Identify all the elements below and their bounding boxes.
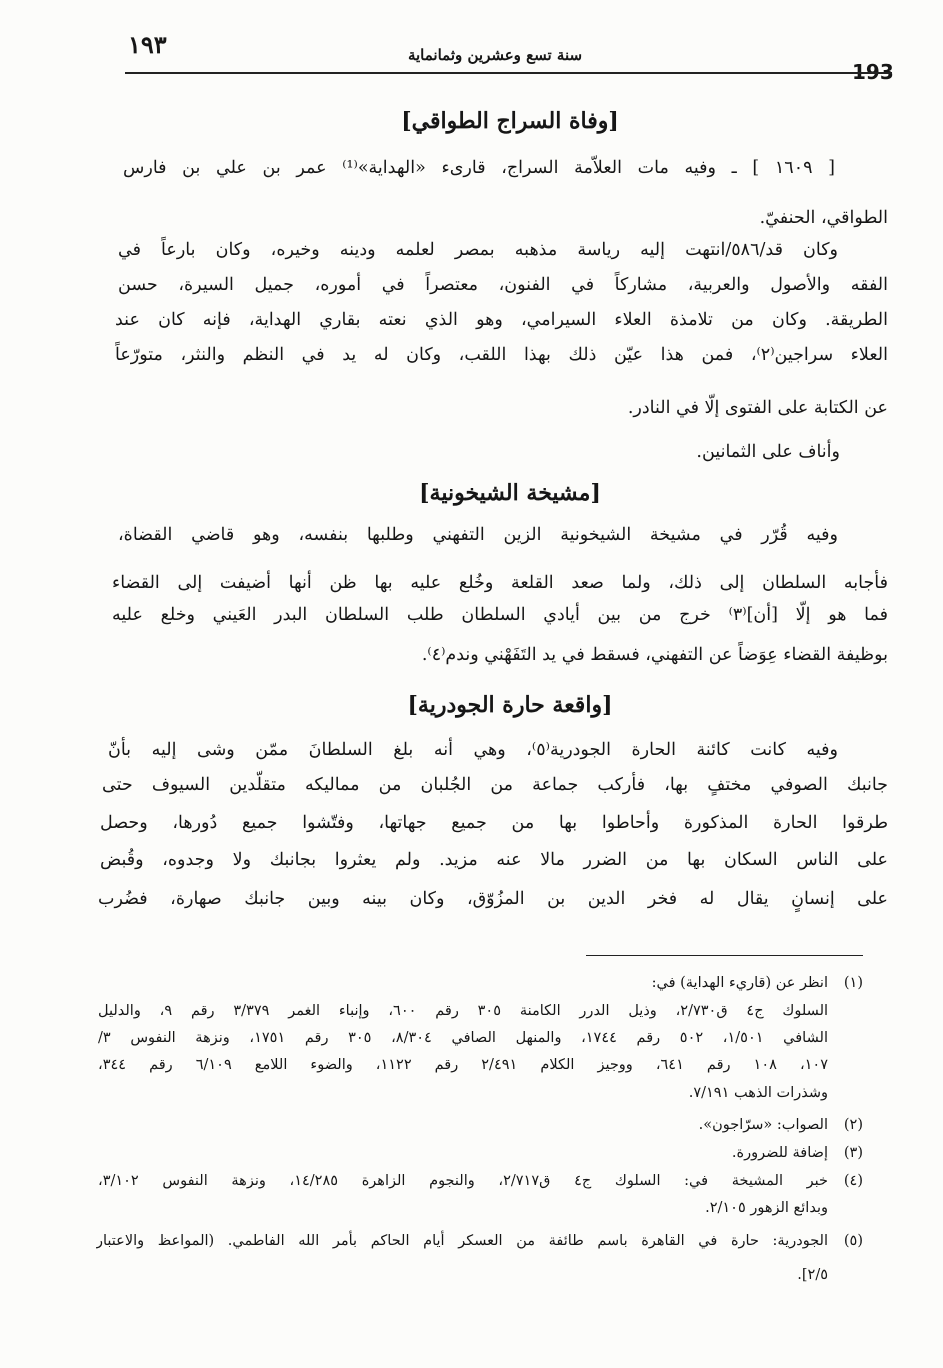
body-line: وأناف على الثمانين. bbox=[696, 442, 840, 462]
footnote-line: ٢/٥]. bbox=[797, 1267, 828, 1283]
body-line: فما هو إلّا [أن]⁽٣⁾ خرج من بين أيادي السلطان طلب السلطان البدر العَيني وخلع عليه bbox=[112, 605, 888, 625]
body-line: على الناس السكان بها من الضرر مالا عنه مزيد. ولم يعثروا بجانبك ولا وجدوه، وقُبض bbox=[100, 850, 888, 870]
header-rule bbox=[125, 72, 892, 74]
footnote-line: وبدائع الزهور ٢/١٠٥. bbox=[705, 1200, 828, 1216]
footnote-line: السلوك ج٤ ق٢/٧٣٠، وذيل الدرر الكامنة ٣٠٥ رقم ٦٠٠، وإنباء الغمر ٣/٣٧٩ رقم ٩، والدليل bbox=[98, 1003, 828, 1019]
body-line: الطريقة. وكان من تلامذة العلاء السيرامي، وهو الذي نعته بقاري الهداية، فإنه كان عند bbox=[115, 310, 888, 330]
body-line: وفيه كانت كائنة الحارة الجودرية⁽٥⁾، وهي أنه بلغ السلطانَ ممّن وشى إليه بأنّ bbox=[108, 740, 838, 760]
section-title-siraj: [وفاة السراج الطواقي] bbox=[401, 108, 619, 134]
body-line: جانبك الصوفي مختفٍ بها، فأركب جماعة من الجُلبان من مماليكه متقلّدين السيوف حتى bbox=[102, 775, 888, 795]
body-line: على إنسانٍ يقال له فخر الدين بن المزُوّق، وكان بينه وبين جانبك صهارة، فضُرب bbox=[98, 889, 888, 909]
footnote-line: الصواب: «سرّاجون». bbox=[698, 1117, 828, 1133]
body-line: [ ١٦٠٩ ] ـ وفيه مات العلاّمة السراج، قارىء «الهداية»⁽¹⁾ عمر بن علي بن فارس bbox=[123, 158, 835, 178]
footnote-line: وشذرات الذهب ٧/١٩١. bbox=[688, 1085, 828, 1101]
footnote-line: ١٠٧، ١٠٨ رقم ٦٤١، ووجيز الكلام ٢/٤٩١ رقم ١١٢٢، والضوء اللامع ٦/١٠٩ رقم ٣٤٤، bbox=[98, 1057, 828, 1073]
body-line: بوظيفة القضاء عِوَضاً عن التفهني، فسقط في يد التَفَهْني وندم⁽٤⁾. bbox=[421, 645, 888, 665]
footnote-number: (٢) bbox=[843, 1117, 863, 1133]
footnote-number: (٣) bbox=[843, 1145, 863, 1161]
body-line: فأجابه السلطان إلى ذلك، ولما صعد القلعة وخُلع عليه بها ظن أنها أضيفت إلى القضاء bbox=[112, 573, 888, 593]
running-header: سنة تسع وعشرين وثمانماية bbox=[407, 46, 583, 64]
body-line: الطواقي، الحنفيّ. bbox=[759, 208, 888, 228]
footnote-rule bbox=[586, 955, 863, 956]
body-line: وكان قد/٥٨٦/انتهت إليه رياسة مذهبه بمصر لعلمه ودينه وخيره، وكان بارعاً في bbox=[118, 240, 838, 260]
footnote-line: إضافة للضرورة. bbox=[731, 1145, 828, 1161]
section-title-jawdariyya: [واقعة حارة الجودرية] bbox=[407, 692, 613, 718]
footnote-line: الشافي ١/٥٠١، ٥٠٢ رقم ١٧٤٤، والمنهل الصافي ٨/٣٠٤، ٣٠٥ رقم ١٧٥١، ونزهة النفوس ٣/ bbox=[98, 1030, 828, 1046]
footnote-line: انظر عن (قاريء الهداية) في: bbox=[651, 975, 828, 991]
footnote-line: الجودرية: حارة في القاهرة باسم طائفة من العسكر أيام الحاكم بأمر الله الفاطمي. (المواعظ والاعتبار bbox=[96, 1233, 828, 1249]
footnote-number: (٤) bbox=[843, 1173, 863, 1189]
footnote-number: (١) bbox=[843, 975, 863, 991]
footnote-line: خبر المشيخة في: السلوك ج٤ ق٢/٧١٧، والنجوم الزاهرة ١٤/٢٨٥، ونزهة النفوس ٣/١٠٢، bbox=[98, 1173, 828, 1189]
body-line: طرقوا الحارة المذكورة وأحاطوا بها من جميع جهاتها، وفتّشوا جميع دُورها، وحصل bbox=[100, 813, 888, 833]
body-line: العلاء سراجين⁽٢⁾، فمن هذا عيّن ذلك بهذا اللقب، وكان له يد في النظم والنثر، متورّعاً bbox=[115, 345, 888, 365]
page-number-arabic: ١٩٣ bbox=[128, 30, 167, 59]
footnote-number: (٥) bbox=[843, 1233, 863, 1249]
page-number-latin: 193 bbox=[852, 60, 894, 84]
body-line: وفيه قُرّر في مشيخة الشيخونية الزين التفهني وطلبها بنفسه، وهو قاضي القضاة، bbox=[118, 525, 838, 545]
body-line: الفقه والأصول والعربية، مشاركاً في الفنون، معتصراً في أموره، جميل السيرة، حسن bbox=[118, 275, 888, 295]
section-title-shaykhuniyya: [مشيخة الشيخونية] bbox=[419, 480, 601, 506]
body-line: عن الكتابة على الفتوى إلّا في النادر. bbox=[627, 398, 888, 418]
